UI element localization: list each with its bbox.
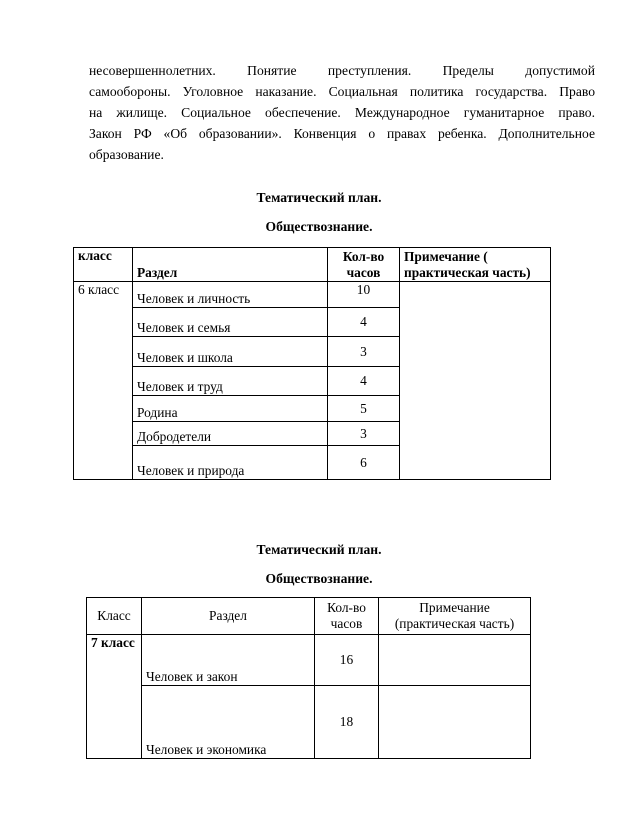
hours-cell: 4 [328, 308, 400, 337]
hours-cell: 3 [328, 422, 400, 446]
plan1-title: Тематический план. [256, 190, 382, 205]
section-cell: Человек и труд [133, 367, 328, 396]
plan2-subject: Обществознание. [265, 571, 373, 586]
intro-line: несовершеннолетних. Понятие преступления. Пределы допустимой [89, 63, 595, 78]
section-cell: Человек и закон [142, 635, 315, 686]
section-cell: Человек и природа [133, 446, 328, 480]
hours-cell: 18 [315, 686, 379, 759]
hours-cell: 16 [315, 635, 379, 686]
section-cell: Человек и экономика [142, 686, 315, 759]
note-cell [379, 686, 531, 759]
section-cell: Добродетели [133, 422, 328, 446]
section-cell: Человек и личность [133, 282, 328, 308]
header-note: Примечание (практическая часть) [379, 598, 531, 635]
intro-line: образование. [89, 147, 164, 162]
header-section: Раздел [142, 598, 315, 635]
plan1-table [73, 247, 551, 480]
intro-line: Закон РФ «Об образовании». Конвенция о правах ребенка. Дополнительное [89, 126, 595, 141]
table-row [74, 282, 551, 308]
header-note: Примечание ( практическая часть) [400, 248, 551, 282]
note-cell [400, 282, 551, 480]
header-hours: Кол-во часов [315, 598, 379, 635]
header-class: Класс [87, 598, 142, 635]
plan1-header-row [74, 248, 551, 282]
section-cell: Человек и семья [133, 308, 328, 337]
header-section: Раздел [133, 248, 328, 282]
class-cell: 6 класс [74, 282, 133, 480]
hours-cell: 6 [328, 446, 400, 480]
plan2-table [86, 597, 531, 759]
hours-cell: 10 [328, 282, 400, 308]
plan1-subject: Обществознание. [265, 219, 373, 234]
intro-line: на жилище. Социальное обеспечение. Международное гуманитарное право. [89, 105, 595, 120]
section-cell: Человек и школа [133, 337, 328, 367]
table-row [87, 635, 531, 686]
section-cell: Родина [133, 396, 328, 422]
intro-line: самообороны. Уголовное наказание. Социальная политика государства. Право [89, 84, 595, 99]
table-row [87, 686, 531, 759]
plan2-title: Тематический план. [256, 542, 382, 557]
hours-cell: 4 [328, 367, 400, 396]
hours-cell: 5 [328, 396, 400, 422]
plan2-header-row [87, 598, 531, 635]
note-cell [379, 635, 531, 686]
class-cell: 7 класс [87, 635, 142, 759]
header-class: класс [74, 248, 133, 282]
hours-cell: 3 [328, 337, 400, 367]
intro-paragraph [89, 60, 595, 165]
header-hours: Кол-во часов [328, 248, 400, 282]
